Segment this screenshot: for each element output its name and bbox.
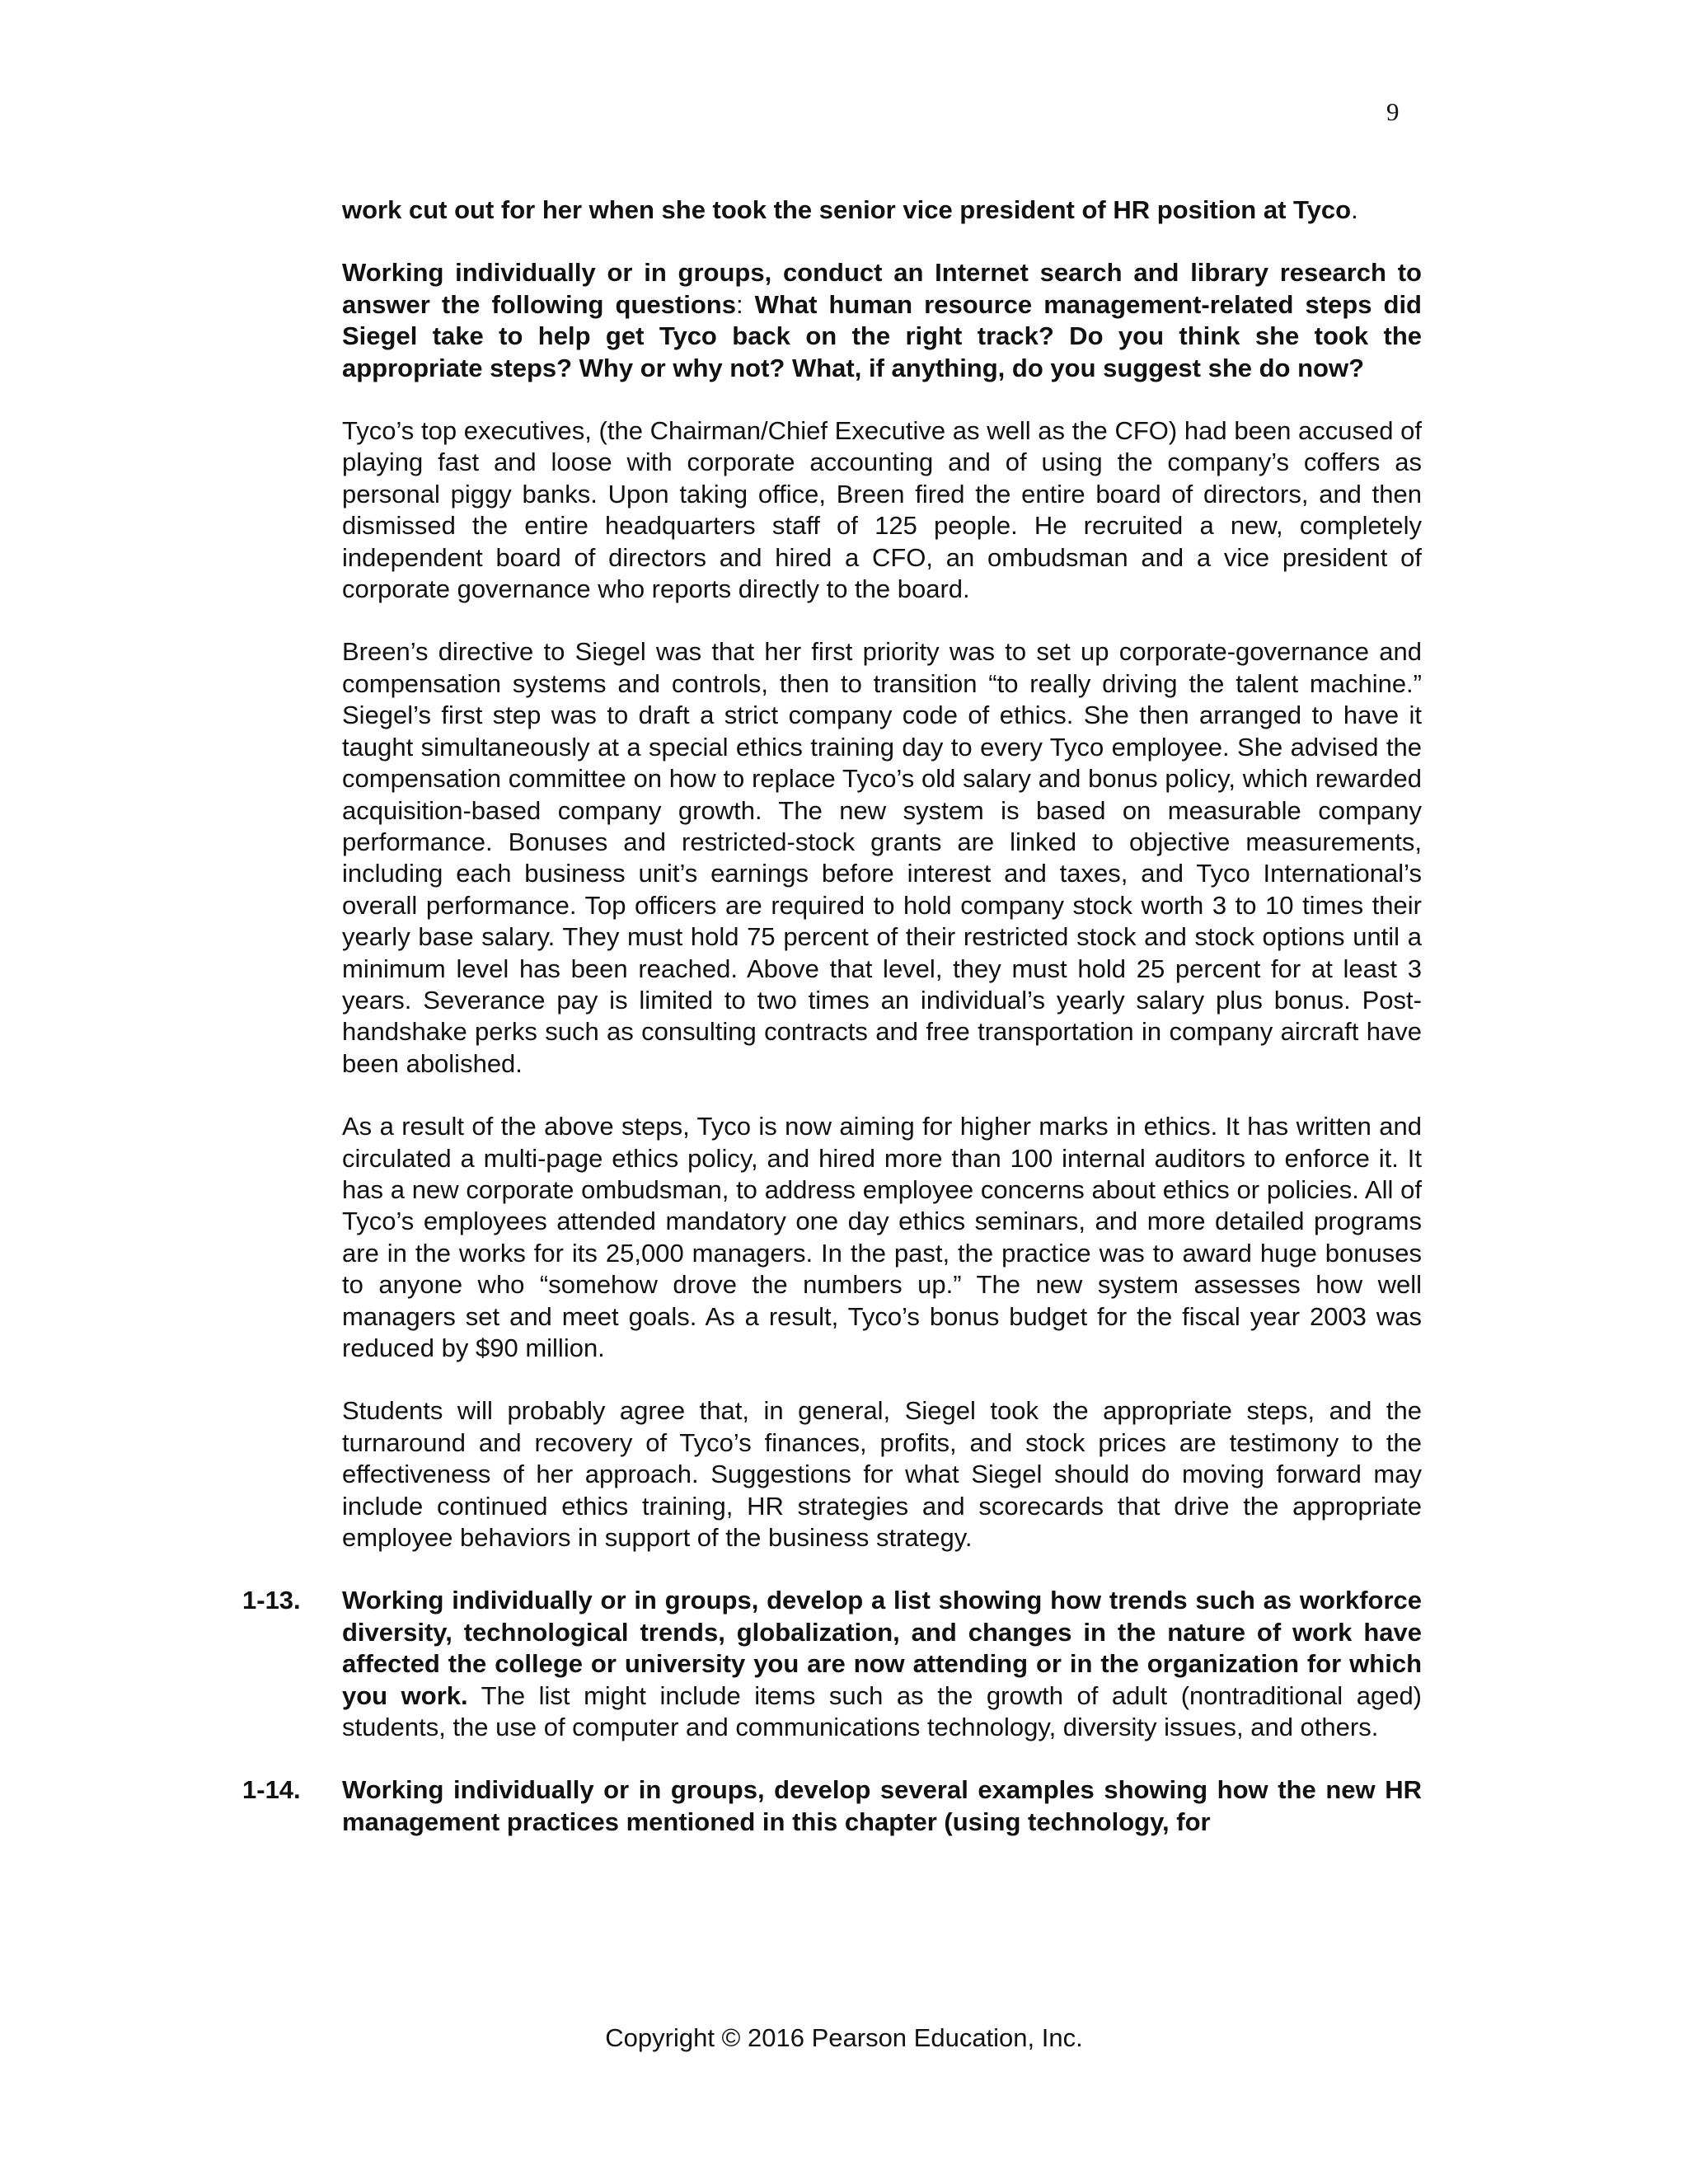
item-bold-text: Working individually or in groups, develop a list showing how trends such as workforce diversity, technological trends, globalization, and changes in the nature of work have affected the college or university you are now attending or in the organization for which you work. — [342, 1586, 1422, 1710]
question-bold-a: Working individually or in groups, conduct an Internet search and library research to answer the following questions — [342, 258, 1422, 319]
item-number: 1-13. — [242, 1586, 301, 1615]
numbered-item-1-13 — [242, 1585, 1423, 1743]
intro-end: . — [1351, 195, 1358, 224]
question-paragraph — [342, 257, 1422, 384]
copyright-footer: Copyright © 2016 Pearson Education, Inc. — [605, 2023, 1083, 2052]
question-bold-b: What human resource management-related steps did Siegel take to help get Tyco back on the right track? Do you think she took the appropriate steps? Why or why not? What, if anything, do you suggest she do now? — [342, 289, 1422, 382]
intro-paragraph — [342, 194, 1422, 226]
answer-paragraph-1: Tyco’s top executives, (the Chairman/Chief Executive as well as the CFO) had been accused of playing fast and loose with corporate accounting and of using the company’s coffers as personal piggy banks. Upon taking office, Breen fired the entire board of directors, and then dismissed the entire headquarters staff of 125 people. He recruited a new, completely independent board of directors and hired a CFO, an ombudsman and a vice president of corporate governance who reports directly to the board. — [342, 416, 1422, 604]
answer-paragraph-2: Breen’s directive to Siegel was that her first priority was to set up corporate-governance and compensation systems and controls, then to transition “to really driving the talent machine.” Siegel’s first step was to draft a strict company code of ethics. She then arranged to have it taught simultaneously at a special ethics training day to every Tyco employee. She advised the compensation committee on how to replace Tyco’s old salary and bonus policy, which rewarded acquisition-based company growth. The new system is based on measurable company performance. Bonuses and restricted-stock grants are linked to objective measurements, including each business unit’s earnings before interest and taxes, and Tyco International’s overall performance. Top officers are required to hold company stock worth 3 to 10 times their yearly base salary. They must hold 75 percent of their restricted stock and stock options until a minimum level has been reached. Above that level, they must hold 25 percent for at least 3 years. Severance pay is limited to two times an individual’s yearly salary plus bonus. Post-handshake perks such as consulting contracts and free transportation in company aircraft have been abolished. — [342, 637, 1422, 1078]
intro-bold-text: work cut out for her when she took the senior vice president of HR position at Tyco — [342, 195, 1352, 224]
answer-paragraph-3: As a result of the above steps, Tyco is now aiming for higher marks in ethics. It has written and circulated a multi-page ethics policy, and hired more than 100 internal auditors to enforce it. It has a new corporate ombudsman, to address employee concerns about ethics or policies. All of Tyco’s employees attended mandatory one day ethics seminars, and more detailed programs are in the works for its 25,000 managers. In the past, the practice was to award huge bonuses to anyone who “somehow drove the numbers up.” The new system assesses how well managers set and meet goals. As a result, Tyco’s bonus budget for the fiscal year 2003 was reduced by $90 million. — [342, 1112, 1422, 1362]
page-number: 9 — [1386, 97, 1400, 126]
question-colon: : — [735, 289, 743, 319]
item-bold-text: Working individually or in groups, develop several examples showing how the new HR management practices mentioned in this chapter (using technology, for — [342, 1775, 1422, 1836]
item-number: 1-14. — [242, 1775, 301, 1805]
page-body — [242, 194, 1423, 1838]
item-text: The list might include items such as the growth of adult (nontraditional aged) students, the use of computer and communications technology, diversity issues, and others. — [342, 1680, 1423, 1742]
answer-paragraph-4: Students will probably agree that, in general, Siegel took the appropriate steps, and the turnaround and recovery of Tyco’s finances, profits, and stock prices are testimony to the effectiveness of her approach. Suggestions for what Siegel should do moving forward may include continued ethics training, HR strategies and scorecards that drive the appropriate employee behaviors in support of the business strategy. — [342, 1396, 1422, 1553]
numbered-item-1-14 — [242, 1774, 1422, 1838]
